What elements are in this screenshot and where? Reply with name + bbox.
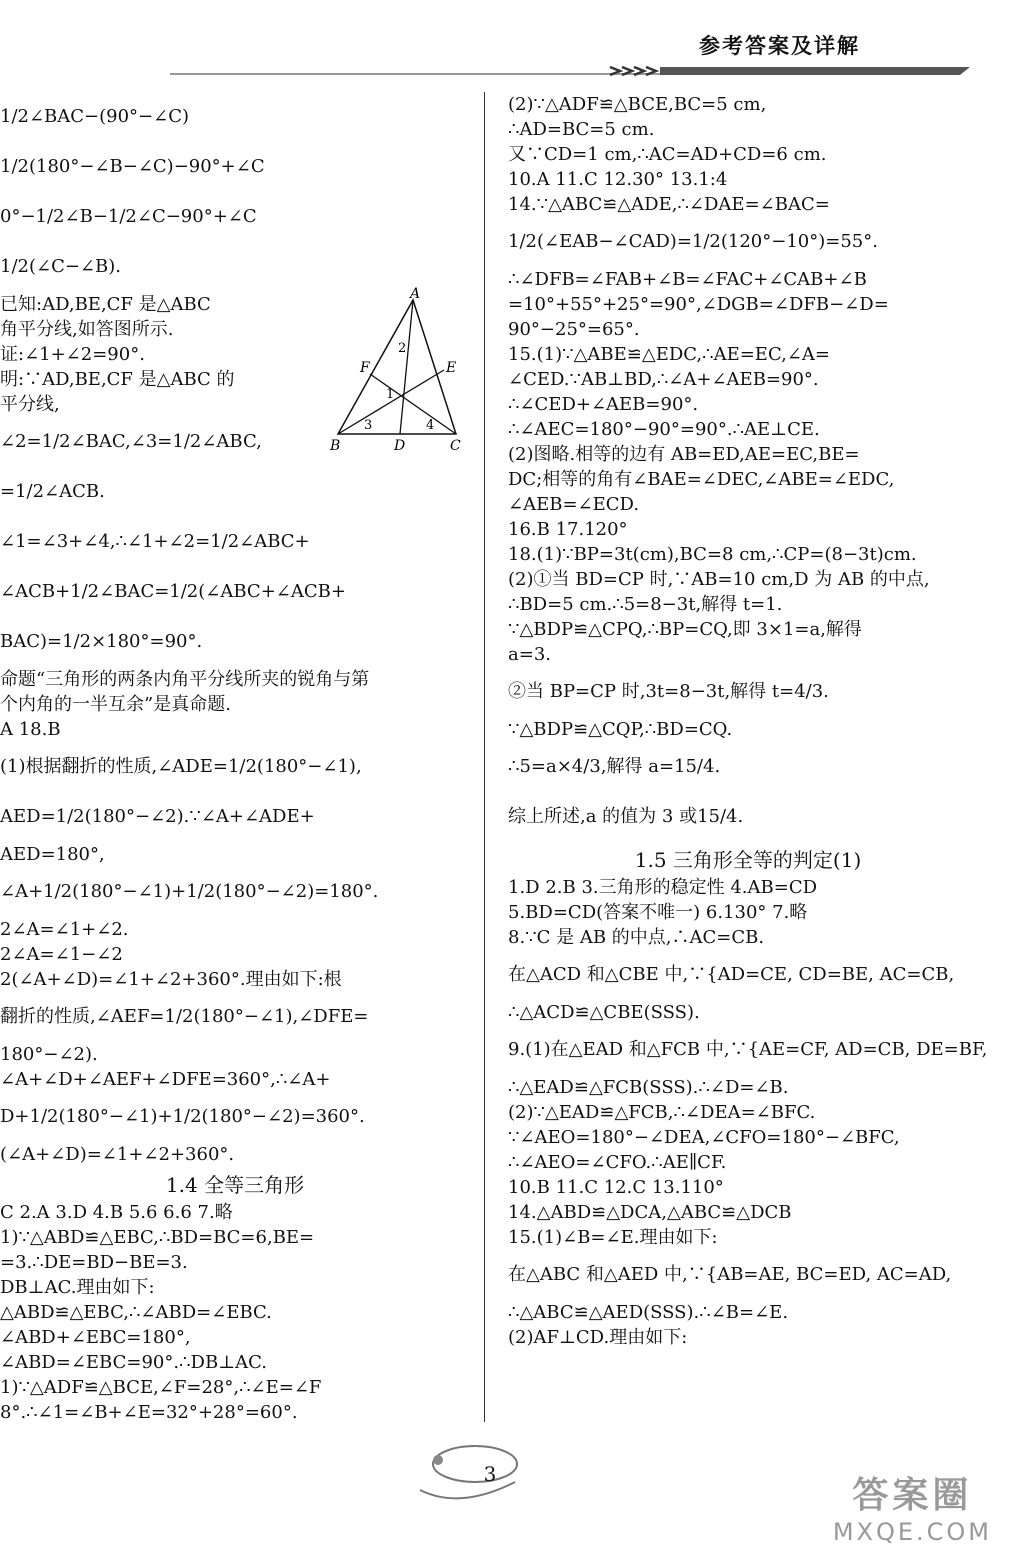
answer-line: 2∠A=∠1+∠2. (0, 919, 129, 940)
answer-line: ∴∠AEO=∠CFO.∴AE∥CF. (508, 1152, 727, 1173)
answer-line: (2)∵△ADF≌△BCE,BC=5 cm, (508, 94, 767, 115)
answer-line: C 2.A 3.D 4.B 5.6 6.6 7.略 (0, 1202, 233, 1223)
answer-line: ∠ABD=∠EBC=90°.∴DB⊥AC. (0, 1352, 267, 1373)
answer-line: 14.∵△ABC≌△ADE,∴∠DAE=∠BAC= (508, 194, 830, 215)
answer-line: (2)图略.相等的边有 AB=ED,AE=EC,BE= (508, 444, 860, 465)
section-title: 1.4 全等三角形 (165, 1173, 305, 1197)
answer-line: 15.(1)∵△ABE≌△EDC,∴AE=EC,∠A= (508, 344, 830, 365)
answer-line: ∠1=∠3+∠4,∴∠1+∠2=1/2∠ABC+ (0, 531, 310, 552)
watermark-text: 答案圈 (852, 1475, 973, 1516)
answer-line: ∠CED.∵AB⊥BD,∴∠A+∠AEB=90°. (508, 369, 819, 390)
answer-line: △ABD≌△EBC,∴∠ABD=∠EBC. (0, 1302, 272, 1323)
answer-line: ∴5=a×4/3,解得 a=15/4. (508, 756, 721, 777)
answer-line: ∴△ABC≌△AED(SSS).∴∠B=∠E. (508, 1302, 789, 1323)
answer-line: AED=180°, (0, 844, 105, 865)
answer-line: 证:∠1+∠2=90°. (0, 344, 145, 365)
answer-line: ∴∠CED+∠AEB=90°. (508, 394, 699, 415)
answer-line: 180°−∠2). (0, 1044, 98, 1065)
answer-line: 在△ACD 和△CBE 中,∵{AD=CE, CD=BE, AC=CB, (508, 964, 955, 985)
answer-line: 命题“三角形的两条内角平分线所夹的锐角与第 (0, 669, 370, 690)
answer-line: 18.(1)∵BP=3t(cm),BC=8 cm,∴CP=(8−3t)cm. (508, 544, 917, 565)
answer-line: ∠A+1/2(180°−∠1)+1/2(180°−∠2)=180°. (0, 881, 379, 902)
answer-line: 个内角的一半互余”是真命题. (0, 694, 231, 715)
answer-line: 15.(1)∠B=∠E.理由如下: (508, 1227, 718, 1248)
answer-line: BAC)=1/2×180°=90°. (0, 631, 203, 652)
label-point-d: D (394, 438, 406, 454)
answer-line: 明:∵AD,BE,CF 是△ABC 的 (0, 369, 235, 390)
answer-line: (2)∵△EAD≌△FCB,∴∠DEA=∠BFC. (508, 1102, 816, 1123)
answer-line: 1)∵△ABD≌△EBC,∴BD=BC=6,BE= (0, 1227, 315, 1248)
answer-line: 平分线, (0, 394, 60, 415)
answer-line: 又∵CD=1 cm,∴AC=AD+CD=6 cm. (508, 144, 827, 165)
answer-line: 1/2(∠EAB−∠CAD)=1/2(120°−10°)=55°. (508, 231, 878, 252)
answer-line: 2(∠A+∠D)=∠1+∠2+360°.理由如下:根 (0, 969, 342, 990)
answer-line: 8.∵C 是 AB 的中点,∴AC=CB. (508, 927, 765, 948)
answer-line: 5.BD=CD(答案不唯一) 6.130° 7.略 (508, 902, 808, 923)
answer-line: ∵∠AEO=180°−∠DEA,∠CFO=180°−∠BFC, (508, 1127, 900, 1148)
answer-line: ∴BD=5 cm.∴5=8−3t,解得 t=1. (508, 594, 783, 615)
answer-line: (2)AF⊥CD.理由如下: (508, 1327, 688, 1348)
answer-line: ∠AEB=∠ECD. (508, 494, 640, 515)
triangle-figure (328, 286, 468, 456)
answer-line: 翻折的性质,∠AEF=1/2(180°−∠1),∠DFE= (0, 1006, 369, 1027)
answer-line: DC;相等的角有∠BAE=∠DEC,∠ABE=∠EDC, (508, 469, 895, 490)
watermark-url: MXQE.COM (832, 1518, 992, 1546)
label-angle-4: 4 (426, 418, 435, 433)
answer-line: ∴∠DFB=∠FAB+∠B=∠FAC+∠CAB+∠B (508, 269, 867, 290)
label-vertex-a: A (410, 286, 421, 302)
answer-line: 1/2(∠C−∠B). (0, 256, 121, 277)
right-column (508, 92, 988, 1350)
answer-line: 已知:AD,BE,CF 是△ABC (0, 294, 211, 315)
answer-line: 1)∵△ADF≌△BCE,∠F=28°,∴∠E=∠F (0, 1377, 322, 1398)
answer-line: 1.D 2.B 3.三角形的稳定性 4.AB=CD (508, 877, 818, 898)
answer-line: ∵△BDP≌△CQP,∴BD=CQ. (508, 719, 733, 740)
answer-line: =1/2∠ACB. (0, 481, 105, 502)
label-angle-2: 2 (398, 341, 407, 356)
answer-line: DB⊥AC.理由如下: (0, 1277, 155, 1298)
answer-line: 角平分线,如答图所示. (0, 319, 174, 340)
answer-line: =10°+55°+25°=90°,∠DGB=∠DFB−∠D= (508, 294, 889, 315)
answer-line: ∵△BDP≌△CPQ,∴BP=CQ,即 3×1=a,解得 (508, 619, 862, 640)
answer-line: A 18.B (0, 719, 61, 740)
answer-line: a=3. (508, 644, 551, 665)
label-angle-3: 3 (364, 418, 373, 433)
answer-line: 16.B 17.120° (508, 519, 628, 540)
answer-line: ∴∠AEC=180°−90°=90°.∴AE⊥CE. (508, 419, 820, 440)
page-header-title: 参考答案及详解 (699, 34, 860, 58)
watermark-logo (833, 1467, 992, 1546)
answer-line: 2∠A=∠1−∠2 (0, 944, 123, 965)
answer-line: 综上所述,a 的值为 3 或15/4. (508, 806, 744, 827)
answer-line: ∠ABD+∠EBC=180°, (0, 1327, 191, 1348)
answer-line: ∠ACB+1/2∠BAC=1/2(∠ABC+∠ACB+ (0, 581, 346, 602)
answer-line: 1/2∠BAC−(90°−∠C) (0, 106, 190, 127)
answer-line: 10.B 11.C 12.C 13.110° (508, 1177, 724, 1198)
section-title: 1.5 三角形全等的判定(1) (634, 848, 862, 872)
answer-line: 1/2(180°−∠B−∠C)−90°+∠C (0, 156, 265, 177)
label-point-f: F (360, 360, 370, 376)
label-vertex-c: C (450, 438, 461, 454)
label-angle-1: 1 (386, 387, 395, 402)
answer-line: (2)①当 BD=CP 时,∵AB=10 cm,D 为 AB 的中点, (508, 569, 930, 590)
answer-line: ∠2=1/2∠BAC,∠3=1/2∠ABC, (0, 431, 262, 452)
answer-line: 8°.∴∠1=∠B+∠E=32°+28°=60°. (0, 1402, 298, 1423)
answer-line: AED=1/2(180°−∠2).∵∠A+∠ADE+ (0, 806, 315, 827)
answer-line: ∠A+∠D+∠AEF+∠DFE=360°,∴∠A+ (0, 1069, 331, 1090)
answer-line: (∠A+∠D)=∠1+∠2+360°. (0, 1144, 235, 1165)
answer-line: ②当 BP=CP 时,3t=8−3t,解得 t=4/3. (508, 681, 829, 702)
answer-line: 0°−1/2∠B−1/2∠C−90°+∠C (0, 206, 257, 227)
answer-line: 14.△ABD≌△DCA,△ABC≌△DCB (508, 1202, 792, 1223)
answer-line: ∴AD=BC=5 cm. (508, 119, 655, 140)
answer-line: 10.A 11.C 12.30° 13.1:4 (508, 169, 728, 190)
answer-line: 90°−25°=65°. (508, 319, 640, 340)
answer-line: ∴△ACD≌△CBE(SSS). (508, 1002, 700, 1023)
column-divider (484, 92, 485, 1422)
answer-line: (1)根据翻折的性质,∠ADE=1/2(180°−∠1), (0, 756, 362, 777)
page-number: 3 (483, 1462, 497, 1486)
answer-line: ∴△EAD≌△FCB(SSS).∴∠D=∠B. (508, 1077, 789, 1098)
label-point-e: E (446, 360, 457, 376)
answer-line: 9.(1)在△EAD 和△FCB 中,∵{AE=CF, AD=CB, DE=BF, (508, 1039, 988, 1060)
header-decoration-bar (170, 64, 970, 78)
answer-line: D+1/2(180°−∠1)+1/2(180°−∠2)=360°. (0, 1106, 365, 1127)
answer-line: 在△ABC 和△AED 中,∵{AB=AE, BC=ED, AC=AD, (508, 1264, 952, 1285)
answer-line: =3.∴DE=BD−BE=3. (0, 1252, 188, 1273)
label-vertex-b: B (330, 438, 341, 454)
